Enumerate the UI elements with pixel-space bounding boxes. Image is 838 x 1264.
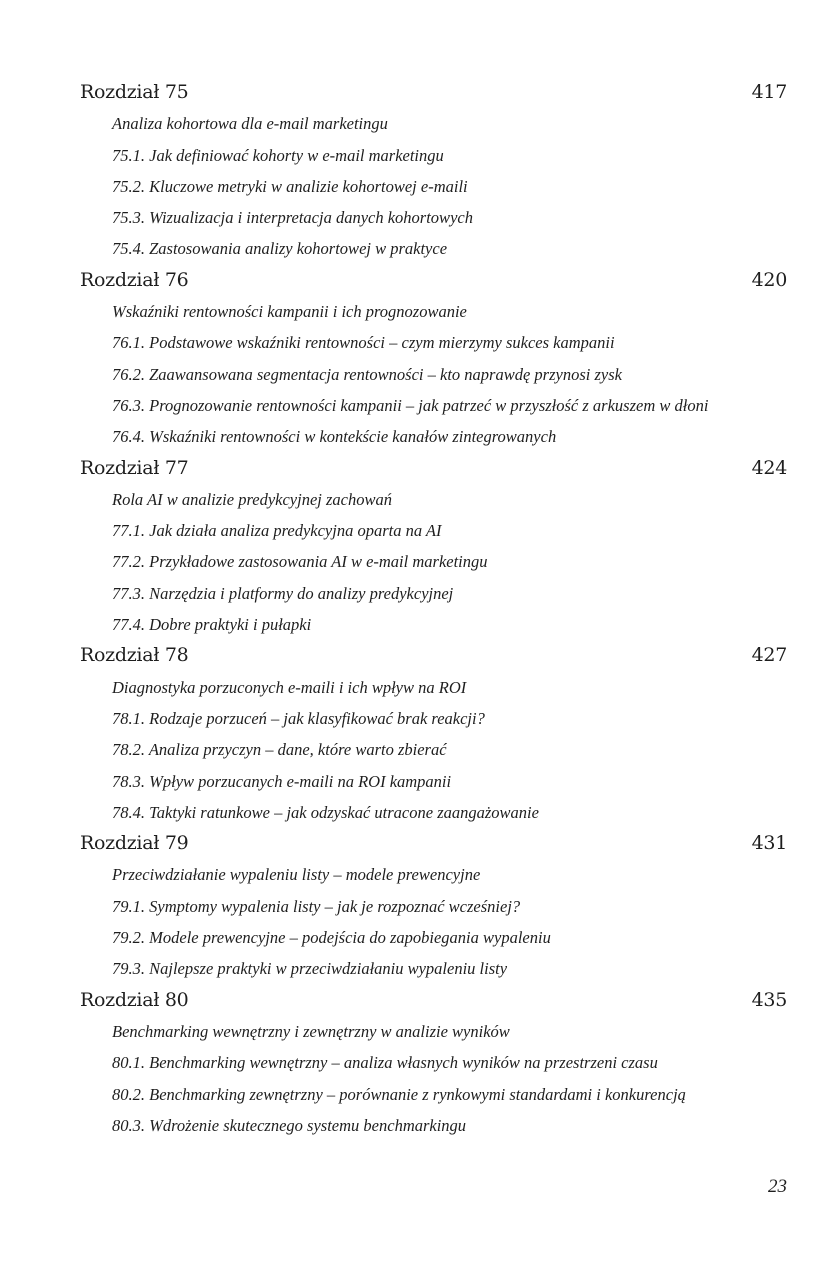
toc-entry[interactable]: 80.1. Benchmarking wewnętrzny – analiza własnych wyników na przestrzeni czasu [112, 1053, 658, 1073]
toc-entry[interactable]: 77.1. Jak działa analiza predykcyjna oparta na AI [112, 521, 442, 541]
toc-entry[interactable]: Przeciwdziałanie wypaleniu listy – modele prewencyjne [112, 865, 481, 885]
chapter-title: Rozdział 76 [80, 268, 189, 291]
toc-entry[interactable]: 76.4. Wskaźniki rentowności w kontekście kanałów zintegrowanych [112, 427, 557, 447]
toc-entry[interactable]: 76.3. Prognozowanie rentowności kampanii – jak patrzeć w przyszłość z arkuszem w dłoni [112, 395, 709, 415]
chapter-page-number: 435 [751, 988, 787, 1011]
chapter-title: Rozdział 79 [80, 832, 189, 855]
chapter-heading[interactable] [80, 77, 787, 108]
chapter-heading[interactable] [80, 985, 787, 1016]
toc-entry[interactable]: Analiza kohortowa dla e-mail marketingu [112, 114, 388, 134]
toc-entry[interactable]: 78.3. Wpływ porzucanych e-maili na ROI kampanii [112, 771, 452, 791]
chapter-page-number: 420 [751, 268, 787, 291]
table-of-contents [80, 77, 787, 1141]
toc-entry[interactable]: Diagnostyka porzuconych e-maili i ich wpływ na ROI [112, 677, 467, 697]
toc-entry[interactable]: 80.3. Wdrożenie skutecznego systemu benchmarkingu [112, 1115, 467, 1135]
chapter-page-number: 431 [751, 832, 787, 855]
toc-chapter [80, 77, 787, 265]
toc-entry[interactable]: 77.3. Narzędzia i platformy do analizy predykcyjnej [112, 583, 454, 603]
chapter-page-number: 427 [751, 644, 787, 667]
toc-entry[interactable]: Rola AI w analizie predykcyjnej zachowań [112, 489, 392, 509]
toc-entry[interactable]: 75.2. Kluczowe metryki w analizie kohortowej e-maili [112, 176, 468, 196]
chapter-heading[interactable] [80, 828, 787, 859]
toc-entry[interactable]: 76.2. Zaawansowana segmentacja rentowności – kto naprawdę przynosi zysk [112, 364, 622, 384]
toc-chapter [80, 985, 787, 1141]
toc-entry[interactable]: 75.3. Wizualizacja i interpretacja danych kohortowych [112, 208, 473, 228]
chapter-title: Rozdział 77 [80, 456, 189, 479]
toc-entry[interactable]: Benchmarking wewnętrzny i zewnętrzny w analizie wyników [112, 1021, 510, 1041]
chapter-heading[interactable] [80, 640, 787, 671]
chapter-page-number: 424 [751, 456, 787, 479]
toc-entry[interactable]: 77.2. Przykładowe zastosowania AI w e-mail marketingu [112, 552, 488, 572]
chapter-title: Rozdział 75 [80, 81, 189, 103]
chapter-heading[interactable] [80, 453, 787, 484]
toc-entry[interactable]: 78.2. Analiza przyczyn – dane, które warto zbierać [112, 740, 447, 760]
toc-chapter [80, 453, 787, 641]
toc-entry[interactable]: 79.3. Najlepsze praktyki w przeciwdziałaniu wypaleniu listy [112, 959, 508, 979]
toc-entry[interactable]: 78.1. Rodzaje porzuceń – jak klasyfikować brak reakcji? [112, 708, 485, 728]
toc-entry[interactable]: 75.4. Zastosowania analizy kohortowej w praktyce [112, 239, 448, 259]
toc-chapter [80, 265, 787, 453]
toc-entry[interactable]: 78.4. Taktyki ratunkowe – jak odzyskać utracone zaangażowanie [112, 802, 539, 822]
toc-chapter [80, 640, 787, 828]
toc-entry[interactable]: Wskaźniki rentowności kampanii i ich prognozowanie [112, 302, 467, 322]
chapter-page-number: 417 [751, 81, 787, 103]
chapter-heading[interactable] [80, 265, 787, 296]
chapter-title: Rozdział 78 [80, 644, 189, 667]
page-number: 23 [768, 1176, 787, 1197]
toc-entry[interactable]: 76.1. Podstawowe wskaźniki rentowności – czym mierzymy sukces kampanii [112, 333, 615, 353]
toc-entry[interactable]: 79.2. Modele prewencyjne – podejścia do zapobiegania wypaleniu [112, 928, 551, 948]
toc-entry[interactable]: 75.1. Jak definiować kohorty w e-mail marketingu [112, 145, 444, 165]
toc-chapter [80, 828, 787, 984]
toc-entry[interactable]: 79.1. Symptomy wypalenia listy – jak je rozpoznać wcześniej? [112, 896, 521, 916]
chapter-title: Rozdział 80 [80, 988, 189, 1011]
toc-entry[interactable]: 80.2. Benchmarking zewnętrzny – porównanie z rynkowymi standardami i konkurencją [112, 1084, 686, 1104]
toc-entry[interactable]: 77.4. Dobre praktyki i pułapki [112, 615, 312, 635]
